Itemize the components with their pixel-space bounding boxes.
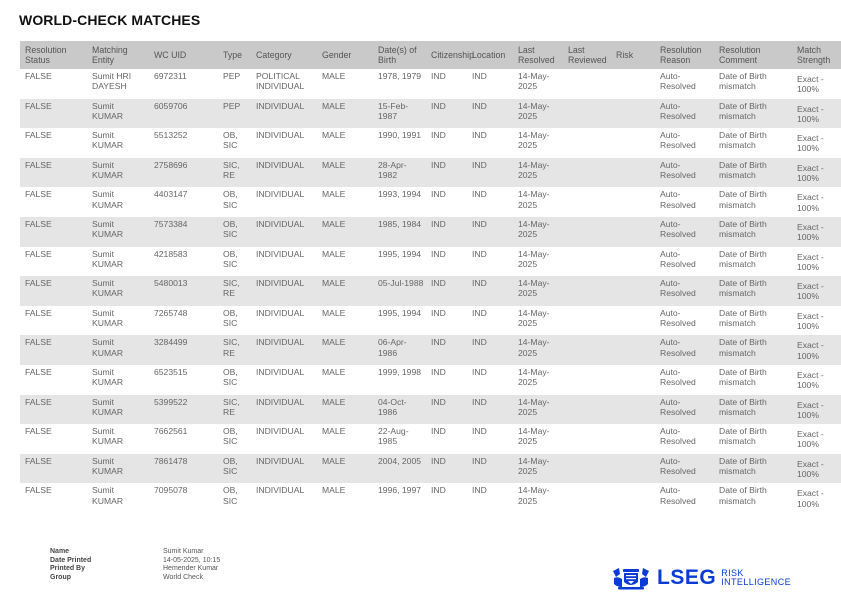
cell-citizenship: IND bbox=[426, 365, 467, 395]
cell-last-resolved: 14-May-2025 bbox=[513, 217, 563, 247]
cell-category: INDIVIDUAL bbox=[251, 276, 317, 306]
cell-resolution-reason: Auto-Resolved bbox=[655, 158, 714, 188]
col-header-category[interactable]: Category bbox=[251, 41, 317, 69]
cell-citizenship: IND bbox=[426, 276, 467, 306]
cell-last-resolved: 14-May-2025 bbox=[513, 395, 563, 425]
cell-wc-uid: 3284499 bbox=[149, 335, 218, 365]
cell-citizenship: IND bbox=[426, 306, 467, 336]
cell-citizenship: IND bbox=[426, 335, 467, 365]
cell-gender: MALE bbox=[317, 483, 373, 513]
cell-last-reviewed bbox=[563, 335, 611, 365]
cell-resolution-comment: Date of Birth mismatch bbox=[714, 276, 792, 306]
cell-type: OB, SIC bbox=[218, 247, 251, 277]
cell-category: INDIVIDUAL bbox=[251, 365, 317, 395]
cell-dob: 2004, 2005 bbox=[373, 454, 426, 484]
cell-type: SIC, RE bbox=[218, 335, 251, 365]
cell-citizenship: IND bbox=[426, 424, 467, 454]
col-header-resolution-status[interactable]: Resolution Status bbox=[20, 41, 87, 69]
cell-gender: MALE bbox=[317, 99, 373, 129]
cell-category: INDIVIDUAL bbox=[251, 395, 317, 425]
cell-dob: 28-Apr-1982 bbox=[373, 158, 426, 188]
cell-last-reviewed bbox=[563, 483, 611, 513]
cell-dob: 1993, 1994 bbox=[373, 187, 426, 217]
cell-citizenship: IND bbox=[426, 247, 467, 277]
cell-dob: 1990, 1991 bbox=[373, 128, 426, 158]
cell-resolution-status: FALSE bbox=[20, 365, 87, 395]
cell-resolution-comment: Date of Birth mismatch bbox=[714, 306, 792, 336]
cell-location: IND bbox=[467, 276, 513, 306]
cell-resolution-reason: Auto-Resolved bbox=[655, 187, 714, 217]
cell-location: IND bbox=[467, 99, 513, 129]
cell-resolution-status: FALSE bbox=[20, 276, 87, 306]
cell-last-reviewed bbox=[563, 276, 611, 306]
cell-matching-entity: Sumit KUMAR bbox=[87, 158, 149, 188]
cell-resolution-reason: Auto-Resolved bbox=[655, 483, 714, 513]
cell-resolution-comment: Date of Birth mismatch bbox=[714, 99, 792, 129]
table-row[interactable] bbox=[20, 158, 841, 188]
cell-resolution-reason: Auto-Resolved bbox=[655, 395, 714, 425]
cell-resolution-reason: Auto-Resolved bbox=[655, 424, 714, 454]
col-header-risk[interactable]: Risk bbox=[611, 41, 655, 69]
cell-dob: 1995, 1994 bbox=[373, 247, 426, 277]
cell-wc-uid: 6059706 bbox=[149, 99, 218, 129]
cell-resolution-comment: Date of Birth mismatch bbox=[714, 335, 792, 365]
cell-last-reviewed bbox=[563, 247, 611, 277]
cell-wc-uid: 6523515 bbox=[149, 365, 218, 395]
cell-type: SIC, RE bbox=[218, 395, 251, 425]
cell-wc-uid: 2758696 bbox=[149, 158, 218, 188]
name-label: Name bbox=[50, 548, 70, 555]
cell-resolution-reason: Auto-Resolved bbox=[655, 217, 714, 247]
table-header-row bbox=[20, 41, 841, 69]
cell-type: OB, SIC bbox=[218, 424, 251, 454]
table-row[interactable] bbox=[20, 128, 841, 158]
table-row[interactable] bbox=[20, 217, 841, 247]
cell-last-resolved: 14-May-2025 bbox=[513, 158, 563, 188]
col-header-type[interactable]: Type bbox=[218, 41, 251, 69]
cell-category: INDIVIDUAL bbox=[251, 99, 317, 129]
cell-category: POLITICAL INDIVIDUAL bbox=[251, 69, 317, 99]
cell-resolution-reason: Auto-Resolved bbox=[655, 247, 714, 277]
cell-category: INDIVIDUAL bbox=[251, 247, 317, 277]
name-value: Sumit Kumar bbox=[163, 548, 204, 555]
print-metadata bbox=[50, 548, 220, 582]
lseg-crest-icon bbox=[610, 565, 652, 591]
cell-category: INDIVIDUAL bbox=[251, 128, 317, 158]
cell-dob: 1985, 1984 bbox=[373, 217, 426, 247]
cell-category: INDIVIDUAL bbox=[251, 424, 317, 454]
cell-gender: MALE bbox=[317, 276, 373, 306]
cell-resolution-comment: Date of Birth mismatch bbox=[714, 69, 792, 99]
cell-gender: MALE bbox=[317, 217, 373, 247]
logo-wordmark: LSEG bbox=[657, 566, 717, 589]
cell-location: IND bbox=[467, 395, 513, 425]
cell-match-strength: Exact - 100% bbox=[792, 365, 841, 395]
cell-match-strength: Exact - 100% bbox=[792, 483, 841, 513]
cell-location: IND bbox=[467, 365, 513, 395]
cell-resolution-reason: Auto-Resolved bbox=[655, 128, 714, 158]
cell-match-strength: Exact - 100% bbox=[792, 187, 841, 217]
cell-risk bbox=[611, 217, 655, 247]
cell-citizenship: IND bbox=[426, 128, 467, 158]
group-value: World Check bbox=[163, 573, 203, 581]
cell-citizenship: IND bbox=[426, 217, 467, 247]
cell-last-reviewed bbox=[563, 128, 611, 158]
table-row[interactable] bbox=[20, 99, 841, 129]
cell-type: OB, SIC bbox=[218, 365, 251, 395]
cell-location: IND bbox=[467, 247, 513, 277]
cell-match-strength: Exact - 100% bbox=[792, 424, 841, 454]
cell-matching-entity: Sumit KUMAR bbox=[87, 276, 149, 306]
col-header-location[interactable]: Location bbox=[467, 41, 513, 69]
table-row[interactable] bbox=[20, 395, 841, 425]
cell-last-reviewed bbox=[563, 454, 611, 484]
cell-matching-entity: Sumit KUMAR bbox=[87, 454, 149, 484]
cell-type: OB, SIC bbox=[218, 483, 251, 513]
cell-match-strength: Exact - 100% bbox=[792, 217, 841, 247]
logo-subtitle-line-2: INTELLIGENCE bbox=[721, 577, 792, 587]
cell-type: OB, SIC bbox=[218, 187, 251, 217]
cell-resolution-reason: Auto-Resolved bbox=[655, 69, 714, 99]
cell-match-strength: Exact - 100% bbox=[792, 247, 841, 277]
cell-type: PEP bbox=[218, 99, 251, 129]
cell-wc-uid: 7095078 bbox=[149, 483, 218, 513]
cell-risk bbox=[611, 395, 655, 425]
cell-wc-uid: 7573384 bbox=[149, 217, 218, 247]
cell-resolution-comment: Date of Birth mismatch bbox=[714, 128, 792, 158]
cell-resolution-reason: Auto-Resolved bbox=[655, 276, 714, 306]
cell-citizenship: IND bbox=[426, 99, 467, 129]
cell-last-reviewed bbox=[563, 99, 611, 129]
table-row[interactable] bbox=[20, 483, 841, 513]
cell-location: IND bbox=[467, 69, 513, 99]
cell-wc-uid: 7861478 bbox=[149, 454, 218, 484]
table-row[interactable] bbox=[20, 276, 841, 306]
cell-gender: MALE bbox=[317, 158, 373, 188]
cell-last-resolved: 14-May-2025 bbox=[513, 335, 563, 365]
cell-last-resolved: 14-May-2025 bbox=[513, 365, 563, 395]
cell-resolution-comment: Date of Birth mismatch bbox=[714, 424, 792, 454]
cell-resolution-status: FALSE bbox=[20, 69, 87, 99]
cell-last-resolved: 14-May-2025 bbox=[513, 483, 563, 513]
cell-last-reviewed bbox=[563, 69, 611, 99]
page-title: WORLD-CHECK MATCHES bbox=[19, 12, 201, 28]
cell-last-resolved: 14-May-2025 bbox=[513, 69, 563, 99]
cell-gender: MALE bbox=[317, 306, 373, 336]
cell-resolution-comment: Date of Birth mismatch bbox=[714, 187, 792, 217]
cell-resolution-status: FALSE bbox=[20, 158, 87, 188]
cell-gender: MALE bbox=[317, 424, 373, 454]
cell-last-reviewed bbox=[563, 365, 611, 395]
cell-matching-entity: Sumit KUMAR bbox=[87, 128, 149, 158]
cell-last-resolved: 14-May-2025 bbox=[513, 99, 563, 129]
cell-resolution-comment: Date of Birth mismatch bbox=[714, 395, 792, 425]
col-header-matching-entity[interactable]: Matching Entity bbox=[87, 41, 149, 69]
col-header-resolution-reason[interactable]: Resolution Reason bbox=[655, 41, 714, 69]
date-printed-label: Date Printed bbox=[50, 556, 92, 564]
cell-citizenship: IND bbox=[426, 187, 467, 217]
cell-match-strength: Exact - 100% bbox=[792, 276, 841, 306]
cell-matching-entity: Sumit KUMAR bbox=[87, 335, 149, 365]
table-row[interactable] bbox=[20, 69, 841, 99]
cell-category: INDIVIDUAL bbox=[251, 217, 317, 247]
cell-gender: MALE bbox=[317, 187, 373, 217]
cell-risk bbox=[611, 306, 655, 336]
cell-last-resolved: 14-May-2025 bbox=[513, 424, 563, 454]
col-header-last-resolved[interactable]: Last Resolved bbox=[513, 41, 563, 69]
lseg-logo bbox=[610, 565, 791, 591]
cell-resolution-comment: Date of Birth mismatch bbox=[714, 158, 792, 188]
cell-matching-entity: Sumit KUMAR bbox=[87, 424, 149, 454]
cell-last-reviewed bbox=[563, 306, 611, 336]
cell-matching-entity: Sumit KUMAR bbox=[87, 217, 149, 247]
cell-gender: MALE bbox=[317, 69, 373, 99]
cell-dob: 05-Jul-1988 bbox=[373, 276, 426, 306]
cell-matching-entity: Sumit KUMAR bbox=[87, 365, 149, 395]
cell-wc-uid: 7265748 bbox=[149, 306, 218, 336]
cell-category: INDIVIDUAL bbox=[251, 454, 317, 484]
table-row[interactable] bbox=[20, 306, 841, 336]
cell-last-resolved: 14-May-2025 bbox=[513, 187, 563, 217]
col-header-citizenship[interactable]: Citizenship bbox=[426, 41, 467, 69]
cell-location: IND bbox=[467, 424, 513, 454]
cell-location: IND bbox=[467, 483, 513, 513]
cell-gender: MALE bbox=[317, 335, 373, 365]
date-printed-value: 14-05-2025, 10:15 bbox=[163, 556, 221, 564]
cell-risk bbox=[611, 424, 655, 454]
cell-match-strength: Exact - 100% bbox=[792, 335, 841, 365]
cell-gender: MALE bbox=[317, 128, 373, 158]
cell-last-reviewed bbox=[563, 395, 611, 425]
cell-location: IND bbox=[467, 306, 513, 336]
cell-type: OB, SIC bbox=[218, 454, 251, 484]
cell-dob: 1999, 1998 bbox=[373, 365, 426, 395]
table-row[interactable] bbox=[20, 424, 841, 454]
cell-category: INDIVIDUAL bbox=[251, 306, 317, 336]
cell-gender: MALE bbox=[317, 365, 373, 395]
cell-resolution-status: FALSE bbox=[20, 187, 87, 217]
cell-dob: 1996, 1997 bbox=[373, 483, 426, 513]
table-row[interactable] bbox=[20, 247, 841, 277]
cell-dob: 15-Feb-1987 bbox=[373, 99, 426, 129]
cell-dob: 04-Oct-1986 bbox=[373, 395, 426, 425]
table-row[interactable] bbox=[20, 187, 841, 217]
cell-resolution-status: FALSE bbox=[20, 424, 87, 454]
cell-type: OB, SIC bbox=[218, 128, 251, 158]
printed-by-label: Printed By bbox=[50, 565, 86, 572]
cell-last-reviewed bbox=[563, 158, 611, 188]
cell-matching-entity: Sumit KUMAR bbox=[87, 395, 149, 425]
table-row[interactable] bbox=[20, 454, 841, 484]
cell-risk bbox=[611, 483, 655, 513]
cell-match-strength: Exact - 100% bbox=[792, 395, 841, 425]
cell-risk bbox=[611, 99, 655, 129]
cell-gender: MALE bbox=[317, 247, 373, 277]
cell-resolution-status: FALSE bbox=[20, 454, 87, 484]
cell-match-strength: Exact - 100% bbox=[792, 454, 841, 484]
cell-match-strength: Exact - 100% bbox=[792, 69, 841, 99]
cell-wc-uid: 7662561 bbox=[149, 424, 218, 454]
cell-category: INDIVIDUAL bbox=[251, 187, 317, 217]
logo-subtitle-line-1: RISK bbox=[721, 568, 744, 578]
cell-category: INDIVIDUAL bbox=[251, 483, 317, 513]
cell-risk bbox=[611, 365, 655, 395]
cell-match-strength: Exact - 100% bbox=[792, 99, 841, 129]
col-header-last-reviewed[interactable]: Last Reviewed bbox=[563, 41, 611, 69]
matches-table bbox=[20, 41, 841, 513]
cell-resolution-comment: Date of Birth mismatch bbox=[714, 217, 792, 247]
cell-last-resolved: 14-May-2025 bbox=[513, 128, 563, 158]
cell-location: IND bbox=[467, 335, 513, 365]
cell-risk bbox=[611, 454, 655, 484]
cell-type: OB, SIC bbox=[218, 306, 251, 336]
cell-resolution-comment: Date of Birth mismatch bbox=[714, 365, 792, 395]
cell-risk bbox=[611, 158, 655, 188]
cell-last-reviewed bbox=[563, 187, 611, 217]
cell-location: IND bbox=[467, 217, 513, 247]
cell-matching-entity: Sumit KUMAR bbox=[87, 247, 149, 277]
cell-citizenship: IND bbox=[426, 395, 467, 425]
table-row[interactable] bbox=[20, 335, 841, 365]
cell-resolution-comment: Date of Birth mismatch bbox=[714, 454, 792, 484]
cell-risk bbox=[611, 69, 655, 99]
cell-gender: MALE bbox=[317, 395, 373, 425]
cell-last-resolved: 14-May-2025 bbox=[513, 306, 563, 336]
col-header-gender[interactable]: Gender bbox=[317, 41, 373, 69]
cell-resolution-status: FALSE bbox=[20, 395, 87, 425]
cell-risk bbox=[611, 335, 655, 365]
cell-type: PEP bbox=[218, 69, 251, 99]
cell-resolution-comment: Date of Birth mismatch bbox=[714, 247, 792, 277]
cell-wc-uid: 5513252 bbox=[149, 128, 218, 158]
cell-wc-uid: 5480013 bbox=[149, 276, 218, 306]
cell-resolution-status: FALSE bbox=[20, 99, 87, 129]
cell-resolution-comment: Date of Birth mismatch bbox=[714, 483, 792, 513]
cell-citizenship: IND bbox=[426, 69, 467, 99]
cell-resolution-reason: Auto-Resolved bbox=[655, 454, 714, 484]
cell-risk bbox=[611, 187, 655, 217]
cell-citizenship: IND bbox=[426, 454, 467, 484]
cell-last-reviewed bbox=[563, 217, 611, 247]
cell-matching-entity: Sumit KUMAR bbox=[87, 187, 149, 217]
col-header-dob[interactable]: Date(s) of Birth bbox=[373, 41, 426, 69]
cell-location: IND bbox=[467, 454, 513, 484]
cell-resolution-status: FALSE bbox=[20, 247, 87, 277]
table-row[interactable] bbox=[20, 365, 841, 395]
cell-dob: 1995, 1994 bbox=[373, 306, 426, 336]
cell-type: SIC, RE bbox=[218, 158, 251, 188]
cell-last-resolved: 14-May-2025 bbox=[513, 247, 563, 277]
cell-resolution-status: FALSE bbox=[20, 128, 87, 158]
cell-resolution-status: FALSE bbox=[20, 483, 87, 513]
cell-location: IND bbox=[467, 187, 513, 217]
cell-match-strength: Exact - 100% bbox=[792, 158, 841, 188]
col-header-resolution-comment[interactable]: Resolution Comment bbox=[714, 41, 792, 69]
cell-dob: 06-Apr-1986 bbox=[373, 335, 426, 365]
cell-citizenship: IND bbox=[426, 483, 467, 513]
col-header-match-strength[interactable]: Match Strength bbox=[792, 41, 841, 69]
cell-category: INDIVIDUAL bbox=[251, 158, 317, 188]
cell-resolution-status: FALSE bbox=[20, 306, 87, 336]
cell-dob: 22-Aug-1985 bbox=[373, 424, 426, 454]
cell-risk bbox=[611, 247, 655, 277]
group-label: Group bbox=[50, 573, 71, 581]
cell-match-strength: Exact - 100% bbox=[792, 128, 841, 158]
cell-resolution-reason: Auto-Resolved bbox=[655, 306, 714, 336]
cell-gender: MALE bbox=[317, 454, 373, 484]
cell-category: INDIVIDUAL bbox=[251, 335, 317, 365]
cell-wc-uid: 4218583 bbox=[149, 247, 218, 277]
cell-matching-entity: Sumit KUMAR bbox=[87, 306, 149, 336]
cell-location: IND bbox=[467, 128, 513, 158]
cell-matching-entity: Sumit KUMAR bbox=[87, 99, 149, 129]
cell-citizenship: IND bbox=[426, 158, 467, 188]
cell-last-resolved: 14-May-2025 bbox=[513, 276, 563, 306]
cell-wc-uid: 6972311 bbox=[149, 69, 218, 99]
cell-type: SIC, RE bbox=[218, 276, 251, 306]
cell-location: IND bbox=[467, 158, 513, 188]
cell-resolution-reason: Auto-Resolved bbox=[655, 365, 714, 395]
cell-match-strength: Exact - 100% bbox=[792, 306, 841, 336]
cell-dob: 1978, 1979 bbox=[373, 69, 426, 99]
cell-last-resolved: 14-May-2025 bbox=[513, 454, 563, 484]
cell-matching-entity: Sumit HRI DAYESH bbox=[87, 69, 149, 99]
cell-type: OB, SIC bbox=[218, 217, 251, 247]
cell-resolution-status: FALSE bbox=[20, 335, 87, 365]
cell-wc-uid: 4403147 bbox=[149, 187, 218, 217]
cell-last-reviewed bbox=[563, 424, 611, 454]
cell-resolution-reason: Auto-Resolved bbox=[655, 99, 714, 129]
col-header-wc-uid[interactable]: WC UID bbox=[149, 41, 218, 69]
printed-by-value: Hemender Kumar bbox=[163, 565, 219, 572]
cell-wc-uid: 5399522 bbox=[149, 395, 218, 425]
cell-matching-entity: Sumit KUMAR bbox=[87, 483, 149, 513]
cell-risk bbox=[611, 128, 655, 158]
cell-risk bbox=[611, 276, 655, 306]
cell-resolution-reason: Auto-Resolved bbox=[655, 335, 714, 365]
logo-subtitle bbox=[721, 569, 791, 587]
cell-resolution-status: FALSE bbox=[20, 217, 87, 247]
